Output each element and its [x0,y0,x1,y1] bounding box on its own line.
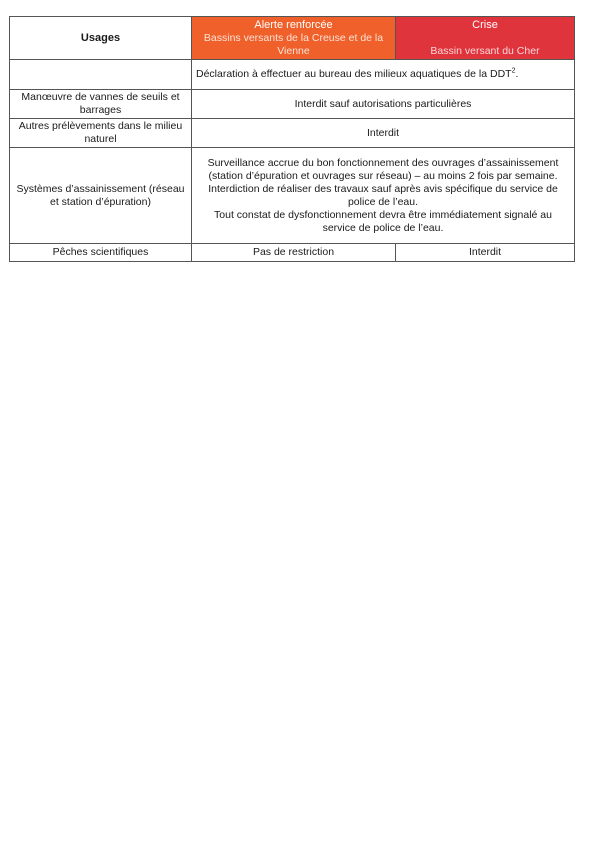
header-alerte-subtitle: Bassins versants de la Creuse et de la Vienne [203,31,384,57]
header-usages: Usages [10,17,192,60]
paragraph-dysfonctionnement: Tout constat de dysfonctionnement devra être immédiatement signalé au service de police de l’eau. [214,208,552,234]
value-cell: Interdit sauf autorisations particulières [192,90,575,119]
restrictions-table [9,16,575,262]
usage-cell: Pêches scientifiques [10,244,192,262]
table-row [10,244,575,262]
paragraph-interdiction: Interdiction de réaliser des travaux sauf après avis spécifique du service de police de l’eau. [208,182,558,208]
table-row [10,119,575,148]
header-crise [396,17,575,60]
usage-cell [10,60,192,90]
footnote-marker: 2 [511,67,516,75]
usage-cell: Manœuvre de vannes de seuils et barrages [10,90,192,119]
table-row [10,90,575,119]
alerte-value-cell: Pas de restriction [192,244,396,262]
value-cell: Interdit [192,119,575,148]
declaration-text: Déclaration à effectuer au bureau des milieux aquatiques de la DDT [196,68,512,80]
value-cell [192,60,575,90]
table-row [10,148,575,244]
usage-cell: Autres prélèvements dans le milieu naturel [10,119,192,148]
header-crise-subtitle: Bassin versant du Cher [430,44,540,57]
paragraph-surveillance: Surveillance accrue du bon fonctionnement des ouvrages d’assainissement (station d’épuration et ouvrages sur réseau) – au moins 2 fois par semaine. [207,156,559,182]
header-alerte-renforcee [192,17,396,60]
value-cell [192,148,575,244]
table-row [10,60,575,90]
table-header-row [10,17,575,60]
header-crise-title: Crise [472,18,498,31]
header-alerte-title: Alerte renforcée [254,18,333,31]
usage-cell: Systèmes d’assainissement (réseau et station d’épuration) [10,148,192,244]
crise-value-cell: Interdit [396,244,575,262]
declaration-end: . [515,68,519,80]
